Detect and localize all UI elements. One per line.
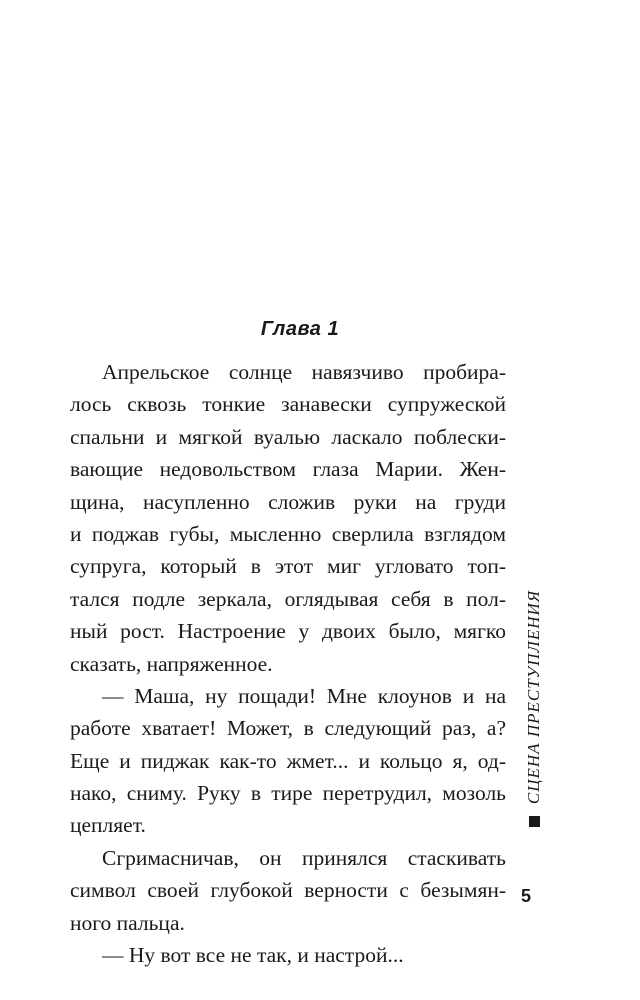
text-line: нако, сниму. Руку в тире перетрудил, мозоль [70,781,506,806]
text-line: щина, насупленно сложив руки на груди [70,489,506,514]
text-line: — Маша, ну пощади! Мне клоунов и на [102,683,506,708]
text-line: Еще и пиджак как-то жмет... и кольцо я, од- [70,748,506,773]
text-line: супруга, который в этот миг угловато топ- [70,554,506,579]
text-line: тался подле зеркала, оглядывая себя в пол- [70,586,506,611]
running-head [514,590,554,830]
body-text [70,356,506,971]
text-line: спальни и мягкой вуалью ласкало поблески- [70,424,506,449]
chapter-title: Глава 1 [260,318,340,340]
text-line: и поджав губы, мысленно сверлила взглядом [70,521,506,546]
text-line: Апрельское солнце навязчиво пробира- [102,360,506,384]
text-line: вающие недовольством глаза Марии. Жен- [70,457,506,482]
square-marker-icon [529,816,540,827]
text-line: Сгримасничав, он принялся стаскивать [102,845,506,870]
text-line: — Ну вот все не так, и настрой... [102,943,404,968]
text-line: сказать, напряженное. [70,651,273,676]
text-line: ного пальца. [70,910,185,935]
running-head-text: СЦЕНА ПРЕСТУПЛЕНИЯ [524,590,543,805]
text-line: символ своей глубокой верности с безымян- [70,878,506,903]
text-line: работе хватает! Может, в следующий раз, а? [70,716,506,741]
text-line: цепляет. [70,813,146,838]
page-number: 5 [521,886,532,906]
text-line: лось сквозь тонкие занавески супружеской [70,392,506,417]
text-line: ный рост. Настроение у двоих было, мягко [70,619,506,644]
